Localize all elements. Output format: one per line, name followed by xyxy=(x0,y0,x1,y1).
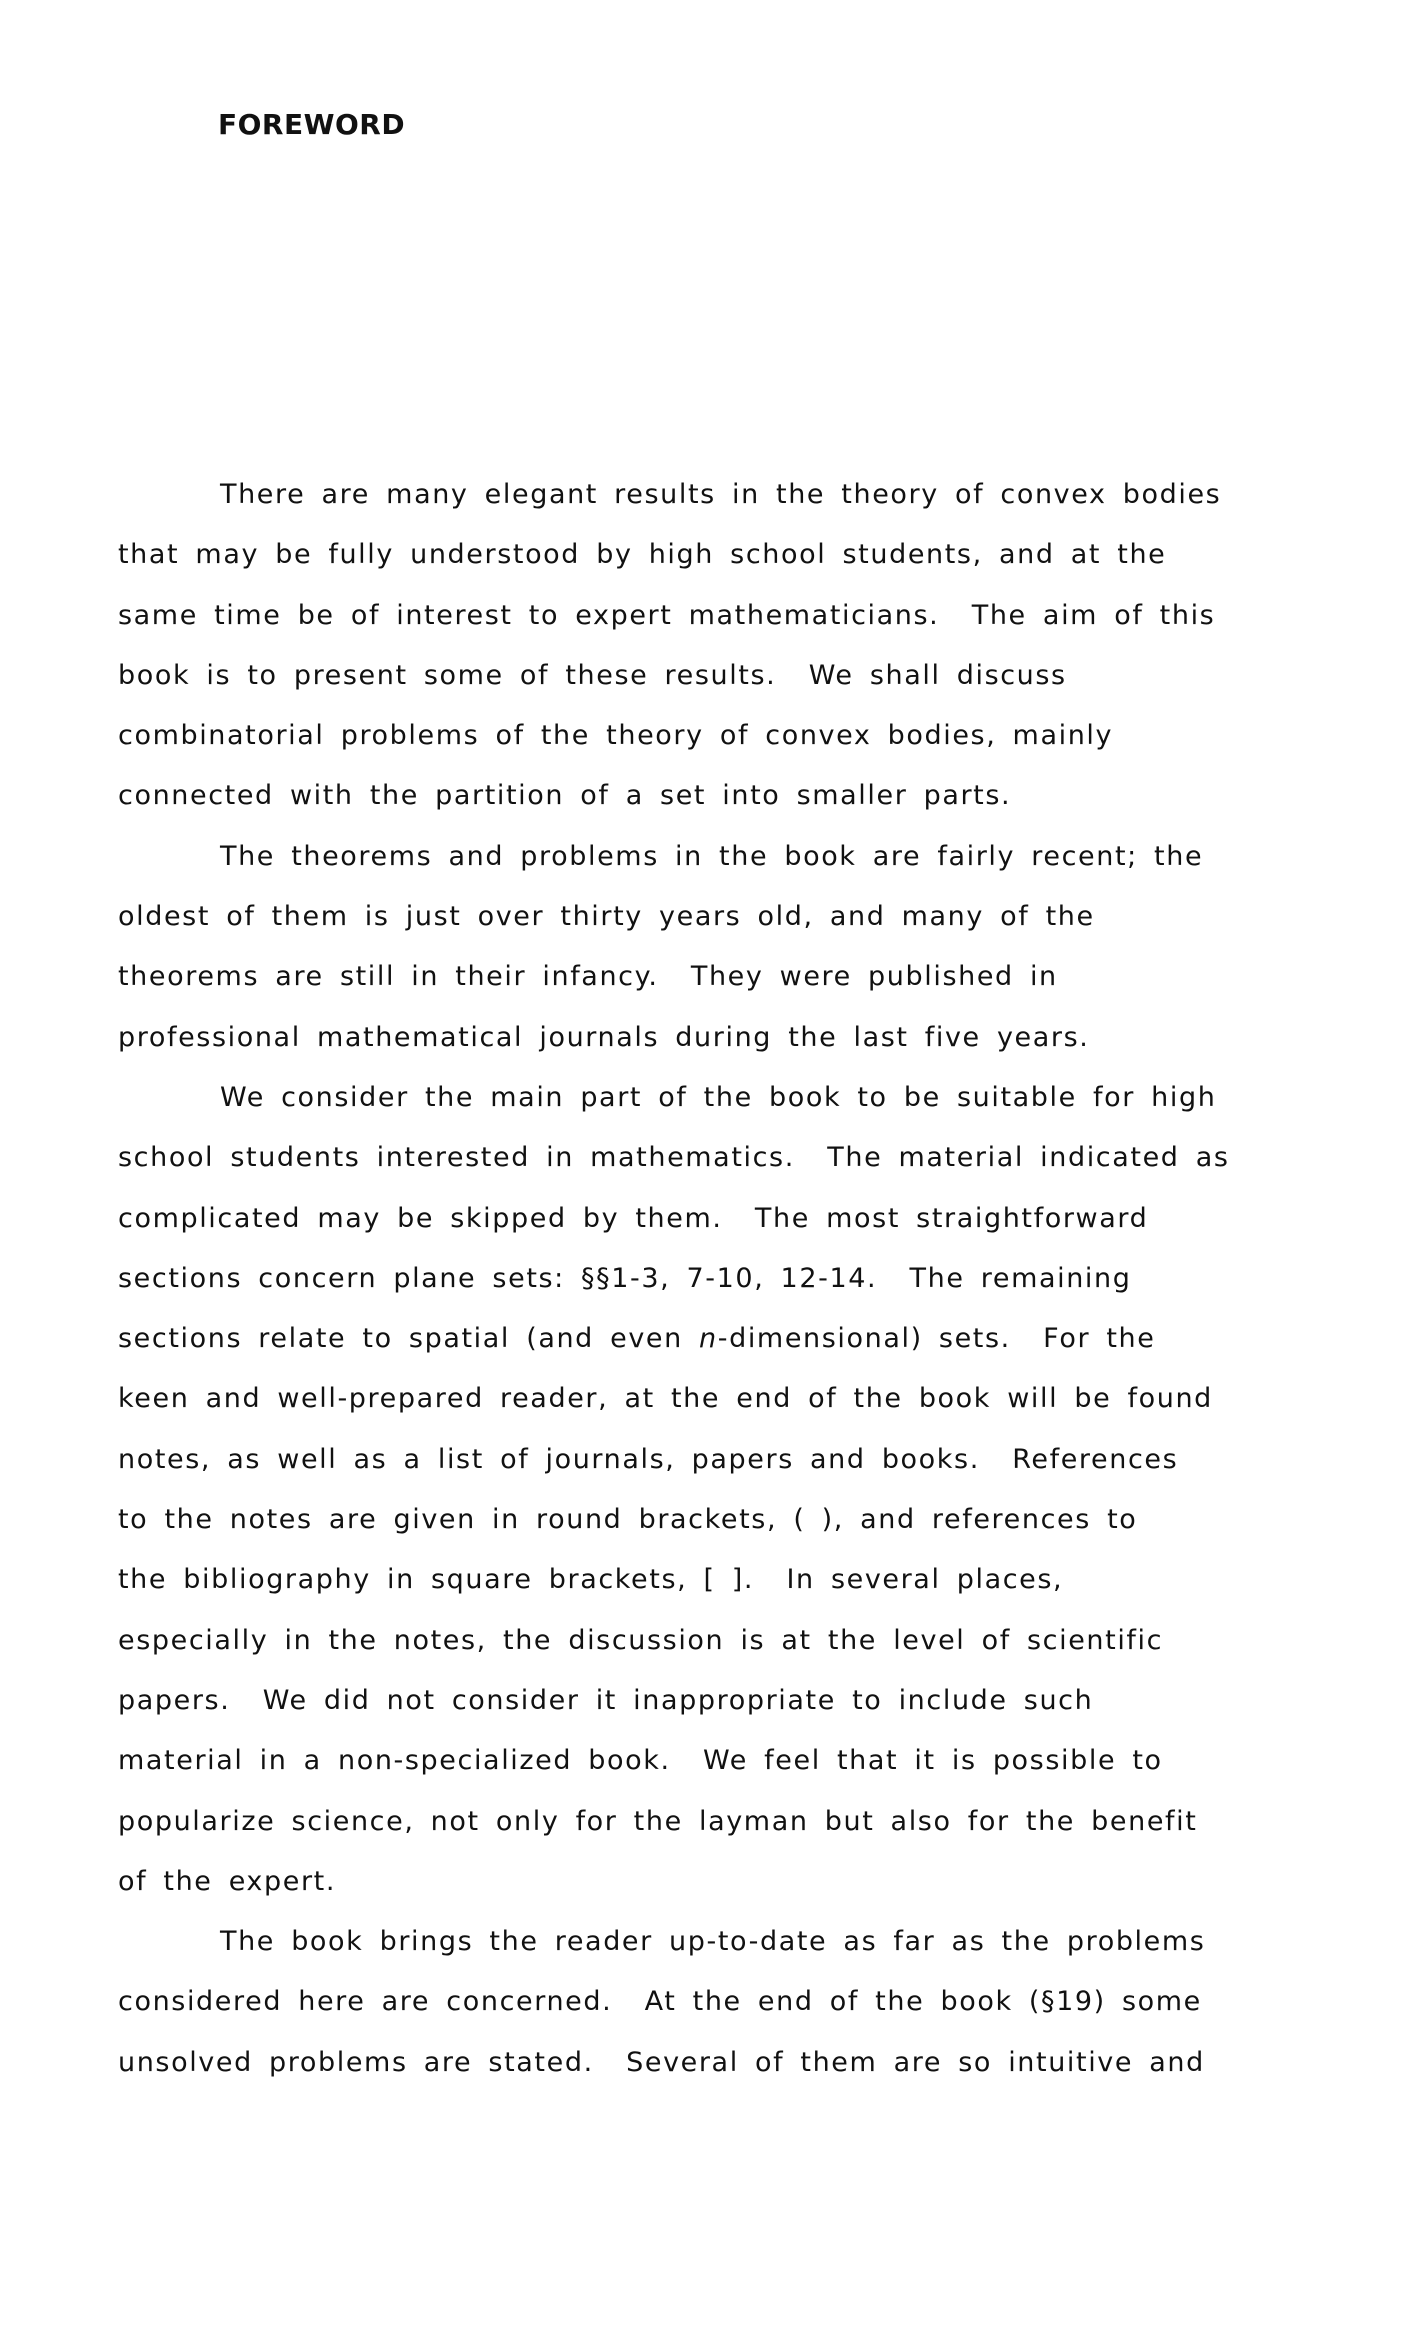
text-run: -dimensional) sets. For the xyxy=(717,1323,1156,1355)
text-line: popularize science, not only for the layman but also for the benefit xyxy=(118,1805,1198,1837)
text-line: There are many elegant results in the theory of convex bodies xyxy=(220,479,1222,510)
text-line: book is to present some of these results. We shall discuss xyxy=(118,659,1067,691)
text-line: the bibliography in square brackets, [ ]. In several places, xyxy=(118,1564,1064,1596)
text-line: of the expert. xyxy=(118,1865,337,1897)
page-title: FOREWORD xyxy=(218,108,406,141)
text-line: material in a non-specialized book. We feel that it is possible to xyxy=(118,1745,1163,1777)
body-text xyxy=(118,465,1338,2093)
text-line: oldest of them is just over thirty years old, and many of the xyxy=(118,901,1095,933)
text-line: notes, as well as a list of journals, papers and books. References xyxy=(118,1443,1179,1475)
text-line: that may be fully understood by high school students, and at the xyxy=(118,539,1167,571)
text-line xyxy=(118,1309,1338,1369)
text-line: The theorems and problems in the book are fairly recent; the xyxy=(220,840,1204,872)
text-line: We consider the main part of the book to be suitable for high xyxy=(220,1081,1217,1113)
text-line: to the notes are given in round brackets, ( ), and references to xyxy=(118,1504,1138,1536)
italic-variable: n xyxy=(699,1323,718,1355)
text-line: especially in the notes, the discussion is at the level of scientific xyxy=(118,1624,1164,1656)
text-line: professional mathematical journals during the last five years. xyxy=(118,1021,1090,1053)
text-line: The book brings the reader up-to-date as far as the problems xyxy=(220,1926,1206,1958)
text-line: keen and well-prepared reader, at the end of the book will be found xyxy=(118,1383,1213,1415)
text-line: combinatorial problems of the theory of convex bodies, mainly xyxy=(118,720,1114,752)
text-line: school students interested in mathematics. The material indicated as xyxy=(118,1142,1230,1174)
text-line: complicated may be skipped by them. The most straightforward xyxy=(118,1202,1149,1234)
text-line: papers. We did not consider it inappropriate to include such xyxy=(118,1684,1094,1716)
text-line: same time be of interest to expert mathematicians. The aim of this xyxy=(118,599,1216,631)
text-line: considered here are concerned. At the end of the book (§19) some xyxy=(118,1986,1202,2018)
text-line: sections concern plane sets: §§1-3, 7-10, 12-14. The remaining xyxy=(118,1262,1132,1294)
text-line: unsolved problems are stated. Several of them are so intuitive and xyxy=(118,2046,1205,2078)
text-line: connected with the partition of a set into smaller parts. xyxy=(118,780,1012,812)
text-run: sections relate to spatial (and even xyxy=(118,1323,700,1355)
text-line: theorems are still in their infancy. They were published in xyxy=(118,961,1058,993)
